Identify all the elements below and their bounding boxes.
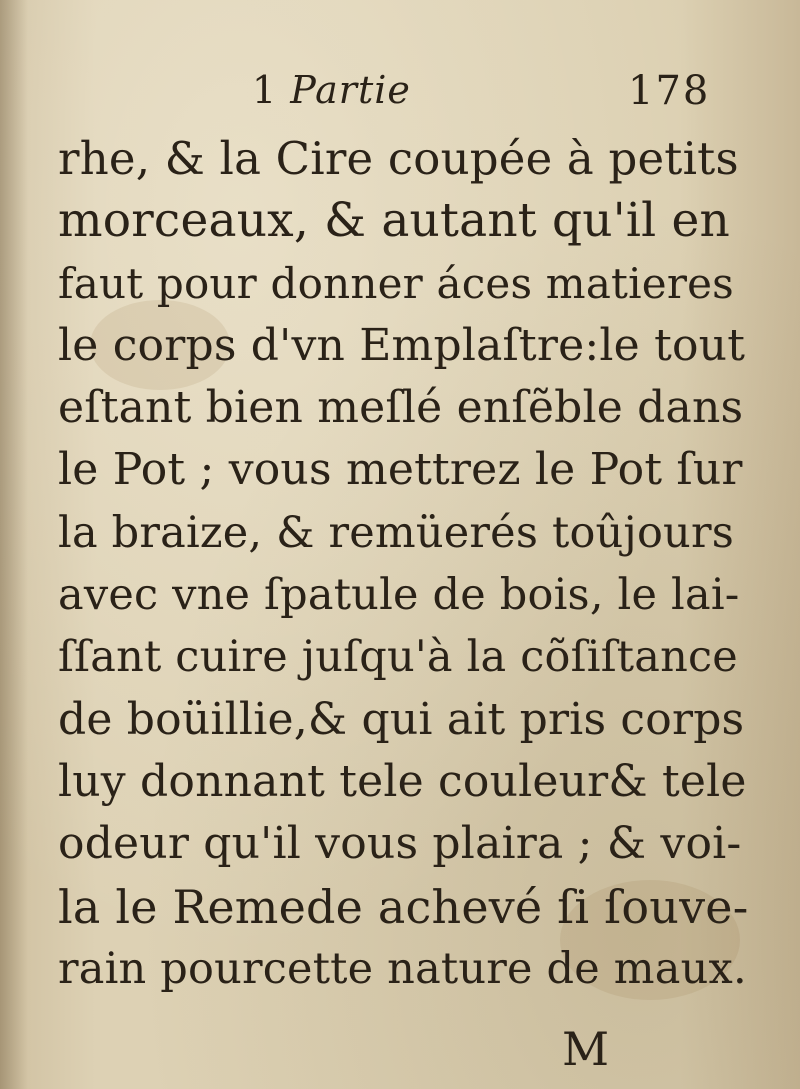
text-line: avec vne ſpatule de bois, le lai- [58,570,740,621]
text-line: la braize, & remüerés toûjours [58,507,734,558]
page-header [0,68,800,124]
part-number: 1 [252,68,278,112]
text-line: eſtant bien meſlé enſẽble dans [58,382,744,434]
gutter-shadow [0,0,28,1089]
text-line: luy donnant tele couleur& tele [58,755,747,807]
text-line: rhe, & la Cire coupée à petits [58,132,739,185]
text-line: rain pourcette nature de maux. [58,943,747,994]
text-line: odeur qu'il vous plaira ; & voi- [58,818,742,870]
text-line: le corps d'vn Emplaſtre:le tout [58,319,746,371]
part-label: Partie [290,68,411,112]
text-line: de boüillie,& qui ait pris corps [58,693,745,745]
body-text [58,128,748,1000]
running-head [252,68,411,112]
signature-mark: M [562,1022,610,1076]
text-line: le Pot ; vous mettrez le Pot ſur [58,444,743,496]
page-number: 178 [628,68,711,114]
text-line: morceaux, & autant qu'il en [58,193,730,249]
text-line: la le Remede achevé ſi ſouve- [58,879,749,934]
text-line: faut pour donner áces matieres [58,258,734,308]
text-line: ſſant cuire juſqu'à la cõſiſtance [58,632,738,683]
